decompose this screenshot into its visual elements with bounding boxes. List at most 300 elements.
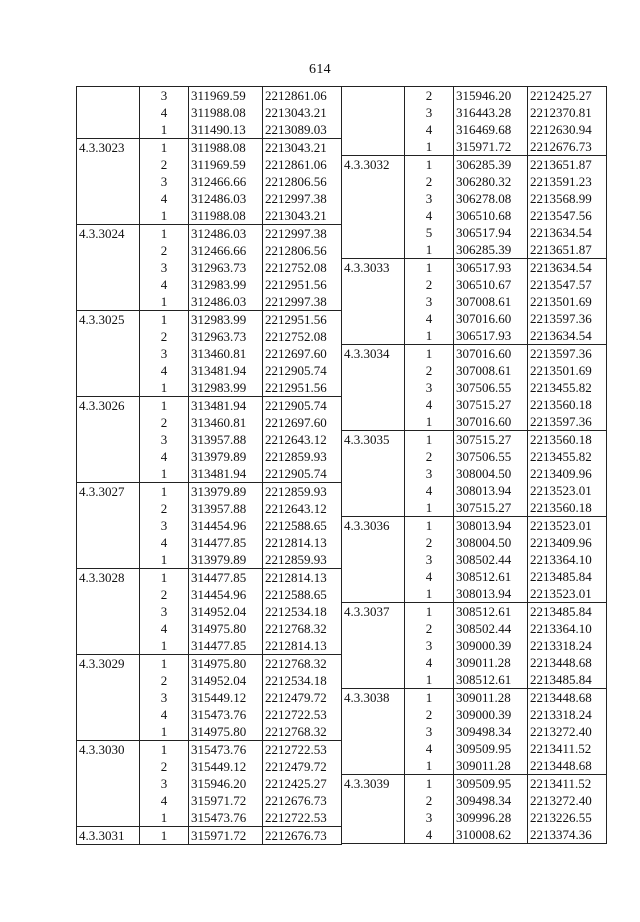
y-coordinate-cell: 2213318.24: [528, 706, 607, 723]
table-row: [77, 827, 342, 845]
point-number-cell: 2: [405, 448, 454, 465]
parcel-id-cell: [77, 534, 140, 551]
y-coordinate-cell: 2213501.69: [528, 362, 607, 379]
table-row: [77, 672, 342, 689]
x-coordinate-cell: 313979.89: [189, 483, 263, 501]
point-number-cell: 4: [140, 190, 189, 207]
parcel-id-cell: [342, 792, 405, 809]
parcel-id-cell: [77, 775, 140, 792]
parcel-id-cell: 4.3.3029: [77, 655, 140, 673]
parcel-id-cell: 4.3.3032: [342, 156, 405, 174]
parcel-id-cell: [342, 723, 405, 740]
x-coordinate-cell: 307515.27: [454, 396, 528, 413]
x-coordinate-cell: 306510.67: [454, 276, 528, 293]
y-coordinate-cell: 2213455.82: [528, 448, 607, 465]
parcel-id-cell: [77, 706, 140, 723]
point-number-cell: 1: [140, 741, 189, 759]
parcel-id-cell: [77, 758, 140, 775]
table-row: [77, 741, 342, 759]
y-coordinate-cell: 2212752.08: [263, 259, 342, 276]
point-number-cell: 4: [405, 826, 454, 844]
y-coordinate-cell: 2213364.10: [528, 620, 607, 637]
point-number-cell: 1: [140, 465, 189, 483]
y-coordinate-cell: 2213501.69: [528, 293, 607, 310]
point-number-cell: 3: [405, 465, 454, 482]
parcel-id-cell: [77, 586, 140, 603]
point-number-cell: 3: [140, 87, 189, 105]
x-coordinate-cell: 315449.12: [189, 758, 263, 775]
table-row: [77, 792, 342, 809]
point-number-cell: 1: [405, 259, 454, 277]
point-number-cell: 1: [140, 397, 189, 415]
y-coordinate-cell: 2213448.68: [528, 654, 607, 671]
y-coordinate-cell: 2212697.60: [263, 345, 342, 362]
table-row: [342, 517, 607, 535]
y-coordinate-cell: 2212425.27: [528, 87, 607, 105]
y-coordinate-cell: 2212630.94: [528, 121, 607, 138]
y-coordinate-cell: 2213597.36: [528, 345, 607, 363]
parcel-id-cell: [77, 276, 140, 293]
y-coordinate-cell: 2213226.55: [528, 809, 607, 826]
table-row: [342, 413, 607, 431]
x-coordinate-cell: 309000.39: [454, 706, 528, 723]
point-number-cell: 4: [140, 792, 189, 809]
point-number-cell: 1: [140, 379, 189, 397]
table-row: [77, 603, 342, 620]
x-coordinate-cell: 313460.81: [189, 345, 263, 362]
y-coordinate-cell: 2212643.12: [263, 431, 342, 448]
y-coordinate-cell: 2213547.56: [528, 207, 607, 224]
point-number-cell: 3: [405, 637, 454, 654]
parcel-id-cell: 4.3.3031: [77, 827, 140, 845]
table-row: [342, 362, 607, 379]
parcel-id-cell: [77, 242, 140, 259]
point-number-cell: 1: [405, 431, 454, 449]
y-coordinate-cell: 2213591.23: [528, 173, 607, 190]
point-number-cell: 3: [140, 345, 189, 362]
y-coordinate-cell: 2212676.73: [528, 138, 607, 156]
x-coordinate-cell: 312486.03: [189, 293, 263, 311]
x-coordinate-cell: 309011.28: [454, 757, 528, 775]
parcel-id-cell: [342, 87, 405, 105]
x-coordinate-cell: 308512.61: [454, 568, 528, 585]
x-coordinate-cell: 309509.95: [454, 740, 528, 757]
x-coordinate-cell: 314952.04: [189, 603, 263, 620]
y-coordinate-cell: 2213409.96: [528, 465, 607, 482]
parcel-id-cell: [77, 379, 140, 397]
x-coordinate-cell: 314975.80: [189, 723, 263, 741]
y-coordinate-cell: 2213634.54: [528, 327, 607, 345]
y-coordinate-cell: 2213651.87: [528, 241, 607, 259]
table-row: [77, 311, 342, 329]
y-coordinate-cell: 2212806.56: [263, 173, 342, 190]
x-coordinate-cell: 307008.61: [454, 362, 528, 379]
x-coordinate-cell: 315971.72: [189, 827, 263, 845]
x-coordinate-cell: 312983.99: [189, 276, 263, 293]
point-number-cell: 4: [405, 482, 454, 499]
point-number-cell: 3: [140, 603, 189, 620]
x-coordinate-cell: 308512.61: [454, 671, 528, 689]
x-coordinate-cell: 306278.08: [454, 190, 528, 207]
x-coordinate-cell: 309000.39: [454, 637, 528, 654]
point-number-cell: 2: [140, 328, 189, 345]
x-coordinate-cell: 307008.61: [454, 293, 528, 310]
x-coordinate-cell: 310008.62: [454, 826, 528, 844]
point-number-cell: 2: [140, 156, 189, 173]
y-coordinate-cell: 2213411.52: [528, 740, 607, 757]
parcel-id-cell: [342, 310, 405, 327]
x-coordinate-cell: 308013.94: [454, 585, 528, 603]
table-row: [77, 758, 342, 775]
parcel-id-cell: 4.3.3025: [77, 311, 140, 329]
parcel-id-cell: [77, 362, 140, 379]
table-row: [77, 276, 342, 293]
parcel-id-cell: [342, 534, 405, 551]
x-coordinate-cell: 315946.20: [189, 775, 263, 792]
table-row: [77, 293, 342, 311]
y-coordinate-cell: 2212768.32: [263, 620, 342, 637]
x-coordinate-cell: 309498.34: [454, 792, 528, 809]
point-number-cell: 1: [405, 327, 454, 345]
table-row: [342, 603, 607, 621]
y-coordinate-cell: 2213560.18: [528, 431, 607, 449]
x-coordinate-cell: 312983.99: [189, 379, 263, 397]
parcel-id-cell: 4.3.3027: [77, 483, 140, 501]
y-coordinate-cell: 2213318.24: [528, 637, 607, 654]
table-row: [77, 775, 342, 792]
point-number-cell: 1: [140, 655, 189, 673]
parcel-id-cell: [77, 259, 140, 276]
parcel-id-cell: [77, 173, 140, 190]
point-number-cell: 4: [405, 121, 454, 138]
table-row: [77, 207, 342, 225]
point-number-cell: 1: [405, 241, 454, 259]
point-number-cell: 1: [405, 345, 454, 363]
point-number-cell: 1: [405, 757, 454, 775]
y-coordinate-cell: 2212859.93: [263, 551, 342, 569]
point-number-cell: 1: [140, 121, 189, 139]
parcel-id-cell: [342, 173, 405, 190]
table-row: [342, 740, 607, 757]
x-coordinate-cell: 306285.39: [454, 241, 528, 259]
x-coordinate-cell: 313979.89: [189, 448, 263, 465]
table-row: [342, 379, 607, 396]
y-coordinate-cell: 2212676.73: [263, 827, 342, 845]
table-row: [77, 139, 342, 157]
parcel-id-cell: [342, 138, 405, 156]
coordinates-table-right: [341, 86, 607, 844]
table-row: [77, 397, 342, 415]
x-coordinate-cell: 313481.94: [189, 465, 263, 483]
point-number-cell: 3: [405, 190, 454, 207]
x-coordinate-cell: 309011.28: [454, 689, 528, 707]
x-coordinate-cell: 314477.85: [189, 569, 263, 587]
parcel-id-cell: [77, 156, 140, 173]
parcel-id-cell: 4.3.3028: [77, 569, 140, 587]
x-coordinate-cell: 308004.50: [454, 534, 528, 551]
x-coordinate-cell: 316443.28: [454, 104, 528, 121]
x-coordinate-cell: 309996.28: [454, 809, 528, 826]
point-number-cell: 1: [140, 139, 189, 157]
y-coordinate-cell: 2212676.73: [263, 792, 342, 809]
table-row: [342, 723, 607, 740]
x-coordinate-cell: 314975.80: [189, 655, 263, 673]
table-row: [77, 156, 342, 173]
x-coordinate-cell: 311490.13: [189, 121, 263, 139]
x-coordinate-cell: 308013.94: [454, 517, 528, 535]
parcel-id-cell: 4.3.3023: [77, 139, 140, 157]
point-number-cell: 4: [405, 568, 454, 585]
table-row: [77, 328, 342, 345]
table-row: [77, 517, 342, 534]
parcel-id-cell: 4.3.3026: [77, 397, 140, 415]
parcel-id-cell: [342, 327, 405, 345]
parcel-id-cell: [77, 293, 140, 311]
x-coordinate-cell: 311988.08: [189, 104, 263, 121]
table-row: [77, 551, 342, 569]
table-row: [342, 207, 607, 224]
point-number-cell: 1: [405, 156, 454, 174]
y-coordinate-cell: 2213364.10: [528, 551, 607, 568]
point-number-cell: 1: [140, 637, 189, 655]
x-coordinate-cell: 313957.88: [189, 500, 263, 517]
parcel-id-cell: [77, 190, 140, 207]
y-coordinate-cell: 2212905.74: [263, 397, 342, 415]
y-coordinate-cell: 2212806.56: [263, 242, 342, 259]
x-coordinate-cell: 315473.76: [189, 741, 263, 759]
point-number-cell: 3: [405, 551, 454, 568]
x-coordinate-cell: 309011.28: [454, 654, 528, 671]
point-number-cell: 4: [140, 534, 189, 551]
parcel-id-cell: 4.3.3038: [342, 689, 405, 707]
y-coordinate-cell: 2212861.06: [263, 156, 342, 173]
y-coordinate-cell: 2213409.96: [528, 534, 607, 551]
x-coordinate-cell: 311969.59: [189, 87, 263, 105]
x-coordinate-cell: 306510.68: [454, 207, 528, 224]
parcel-id-cell: [342, 740, 405, 757]
point-number-cell: 1: [140, 827, 189, 845]
y-coordinate-cell: 2213043.21: [263, 104, 342, 121]
x-coordinate-cell: 313460.81: [189, 414, 263, 431]
x-coordinate-cell: 308013.94: [454, 482, 528, 499]
point-number-cell: 3: [140, 173, 189, 190]
x-coordinate-cell: 311969.59: [189, 156, 263, 173]
y-coordinate-cell: 2212814.13: [263, 637, 342, 655]
x-coordinate-cell: 306517.94: [454, 224, 528, 241]
table-row: [77, 448, 342, 465]
y-coordinate-cell: 2212861.06: [263, 87, 342, 105]
x-coordinate-cell: 314952.04: [189, 672, 263, 689]
point-number-cell: 2: [140, 500, 189, 517]
parcel-id-cell: [77, 414, 140, 431]
y-coordinate-cell: 2212768.32: [263, 723, 342, 741]
point-number-cell: 4: [405, 740, 454, 757]
y-coordinate-cell: 2213485.84: [528, 568, 607, 585]
table-row: [77, 637, 342, 655]
point-number-cell: 1: [405, 585, 454, 603]
x-coordinate-cell: 306517.93: [454, 259, 528, 277]
table-row: [77, 345, 342, 362]
x-coordinate-cell: 314477.85: [189, 534, 263, 551]
point-number-cell: 4: [405, 654, 454, 671]
x-coordinate-cell: 308502.44: [454, 620, 528, 637]
parcel-id-cell: 4.3.3034: [342, 345, 405, 363]
parcel-id-cell: [342, 465, 405, 482]
x-coordinate-cell: 312486.03: [189, 190, 263, 207]
table-row: [77, 379, 342, 397]
table-row: [77, 225, 342, 243]
y-coordinate-cell: 2212479.72: [263, 758, 342, 775]
parcel-id-cell: [342, 276, 405, 293]
point-number-cell: 3: [140, 689, 189, 706]
table-row: [342, 310, 607, 327]
parcel-id-cell: [77, 672, 140, 689]
parcel-id-cell: [77, 809, 140, 827]
y-coordinate-cell: 2212814.13: [263, 534, 342, 551]
y-coordinate-cell: 2213568.99: [528, 190, 607, 207]
point-number-cell: 3: [405, 104, 454, 121]
table-row: [77, 104, 342, 121]
y-coordinate-cell: 2212479.72: [263, 689, 342, 706]
point-number-cell: 3: [140, 775, 189, 792]
y-coordinate-cell: 2212951.56: [263, 379, 342, 397]
parcel-id-cell: [342, 568, 405, 585]
parcel-id-cell: [342, 654, 405, 671]
parcel-id-cell: [342, 104, 405, 121]
table-row: [342, 809, 607, 826]
x-coordinate-cell: 307506.55: [454, 448, 528, 465]
parcel-id-cell: [77, 603, 140, 620]
y-coordinate-cell: 2213089.03: [263, 121, 342, 139]
parcel-id-cell: [342, 482, 405, 499]
parcel-id-cell: [342, 121, 405, 138]
point-number-cell: 1: [405, 775, 454, 793]
parcel-id-cell: [342, 757, 405, 775]
y-coordinate-cell: 2213523.01: [528, 585, 607, 603]
parcel-id-cell: [77, 551, 140, 569]
x-coordinate-cell: 306517.93: [454, 327, 528, 345]
y-coordinate-cell: 2212814.13: [263, 569, 342, 587]
table-row: [342, 448, 607, 465]
point-number-cell: 1: [405, 413, 454, 431]
y-coordinate-cell: 2213043.21: [263, 207, 342, 225]
table-row: [342, 190, 607, 207]
point-number-cell: 2: [405, 276, 454, 293]
parcel-id-cell: [77, 620, 140, 637]
x-coordinate-cell: 313957.88: [189, 431, 263, 448]
parcel-id-cell: [342, 413, 405, 431]
parcel-id-cell: [77, 345, 140, 362]
y-coordinate-cell: 2212905.74: [263, 362, 342, 379]
y-coordinate-cell: 2212997.38: [263, 293, 342, 311]
page-number: 614: [309, 62, 331, 77]
point-number-cell: 1: [405, 603, 454, 621]
point-number-cell: 1: [140, 225, 189, 243]
x-coordinate-cell: 312486.03: [189, 225, 263, 243]
point-number-cell: 2: [140, 758, 189, 775]
x-coordinate-cell: 315971.72: [454, 138, 528, 156]
x-coordinate-cell: 315946.20: [454, 87, 528, 105]
table-row: [342, 396, 607, 413]
x-coordinate-cell: 308512.61: [454, 603, 528, 621]
x-coordinate-cell: 307515.27: [454, 499, 528, 517]
x-coordinate-cell: 309509.95: [454, 775, 528, 793]
table-row: [342, 156, 607, 174]
point-number-cell: 1: [405, 499, 454, 517]
point-number-cell: 2: [140, 242, 189, 259]
y-coordinate-cell: 2213634.54: [528, 259, 607, 277]
table-row: [342, 568, 607, 585]
y-coordinate-cell: 2213455.82: [528, 379, 607, 396]
point-number-cell: 4: [405, 396, 454, 413]
point-number-cell: 1: [140, 293, 189, 311]
table-row: [77, 465, 342, 483]
point-number-cell: 2: [405, 87, 454, 105]
x-coordinate-cell: 315473.76: [189, 809, 263, 827]
parcel-id-cell: 4.3.3037: [342, 603, 405, 621]
point-number-cell: 2: [405, 706, 454, 723]
point-number-cell: 2: [405, 620, 454, 637]
table-row: [342, 465, 607, 482]
table-row: [77, 655, 342, 673]
point-number-cell: 1: [140, 809, 189, 827]
table-row: [342, 224, 607, 241]
table-row: [77, 362, 342, 379]
x-coordinate-cell: 312983.99: [189, 311, 263, 329]
y-coordinate-cell: 2212534.18: [263, 603, 342, 620]
y-coordinate-cell: 2213651.87: [528, 156, 607, 174]
point-number-cell: 2: [140, 414, 189, 431]
point-number-cell: 1: [405, 671, 454, 689]
y-coordinate-cell: 2213547.57: [528, 276, 607, 293]
y-coordinate-cell: 2212768.32: [263, 655, 342, 673]
x-coordinate-cell: 315473.76: [189, 706, 263, 723]
point-number-cell: 1: [140, 551, 189, 569]
table-row: [342, 482, 607, 499]
point-number-cell: 4: [140, 276, 189, 293]
parcel-id-cell: [77, 121, 140, 139]
table-row: [77, 620, 342, 637]
table-row: [77, 483, 342, 501]
table-row: [342, 551, 607, 568]
parcel-id-cell: 4.3.3039: [342, 775, 405, 793]
x-coordinate-cell: 314454.96: [189, 517, 263, 534]
table-row: [342, 654, 607, 671]
point-number-cell: 1: [140, 483, 189, 501]
table-row: [77, 259, 342, 276]
y-coordinate-cell: 2212859.93: [263, 483, 342, 501]
x-coordinate-cell: 312963.73: [189, 259, 263, 276]
x-coordinate-cell: 311988.08: [189, 139, 263, 157]
table-row: [342, 104, 607, 121]
parcel-id-cell: [342, 585, 405, 603]
point-number-cell: 3: [140, 517, 189, 534]
table-row: [342, 121, 607, 138]
point-number-cell: 1: [405, 517, 454, 535]
table-row: [77, 809, 342, 827]
point-number-cell: 2: [405, 362, 454, 379]
parcel-id-cell: [342, 293, 405, 310]
y-coordinate-cell: 2212905.74: [263, 465, 342, 483]
y-coordinate-cell: 2212722.53: [263, 741, 342, 759]
table-row: [77, 689, 342, 706]
parcel-id-cell: [342, 448, 405, 465]
y-coordinate-cell: 2213485.84: [528, 671, 607, 689]
parcel-id-cell: 4.3.3036: [342, 517, 405, 535]
table-row: [77, 706, 342, 723]
x-coordinate-cell: 308004.50: [454, 465, 528, 482]
y-coordinate-cell: 2213272.40: [528, 723, 607, 740]
